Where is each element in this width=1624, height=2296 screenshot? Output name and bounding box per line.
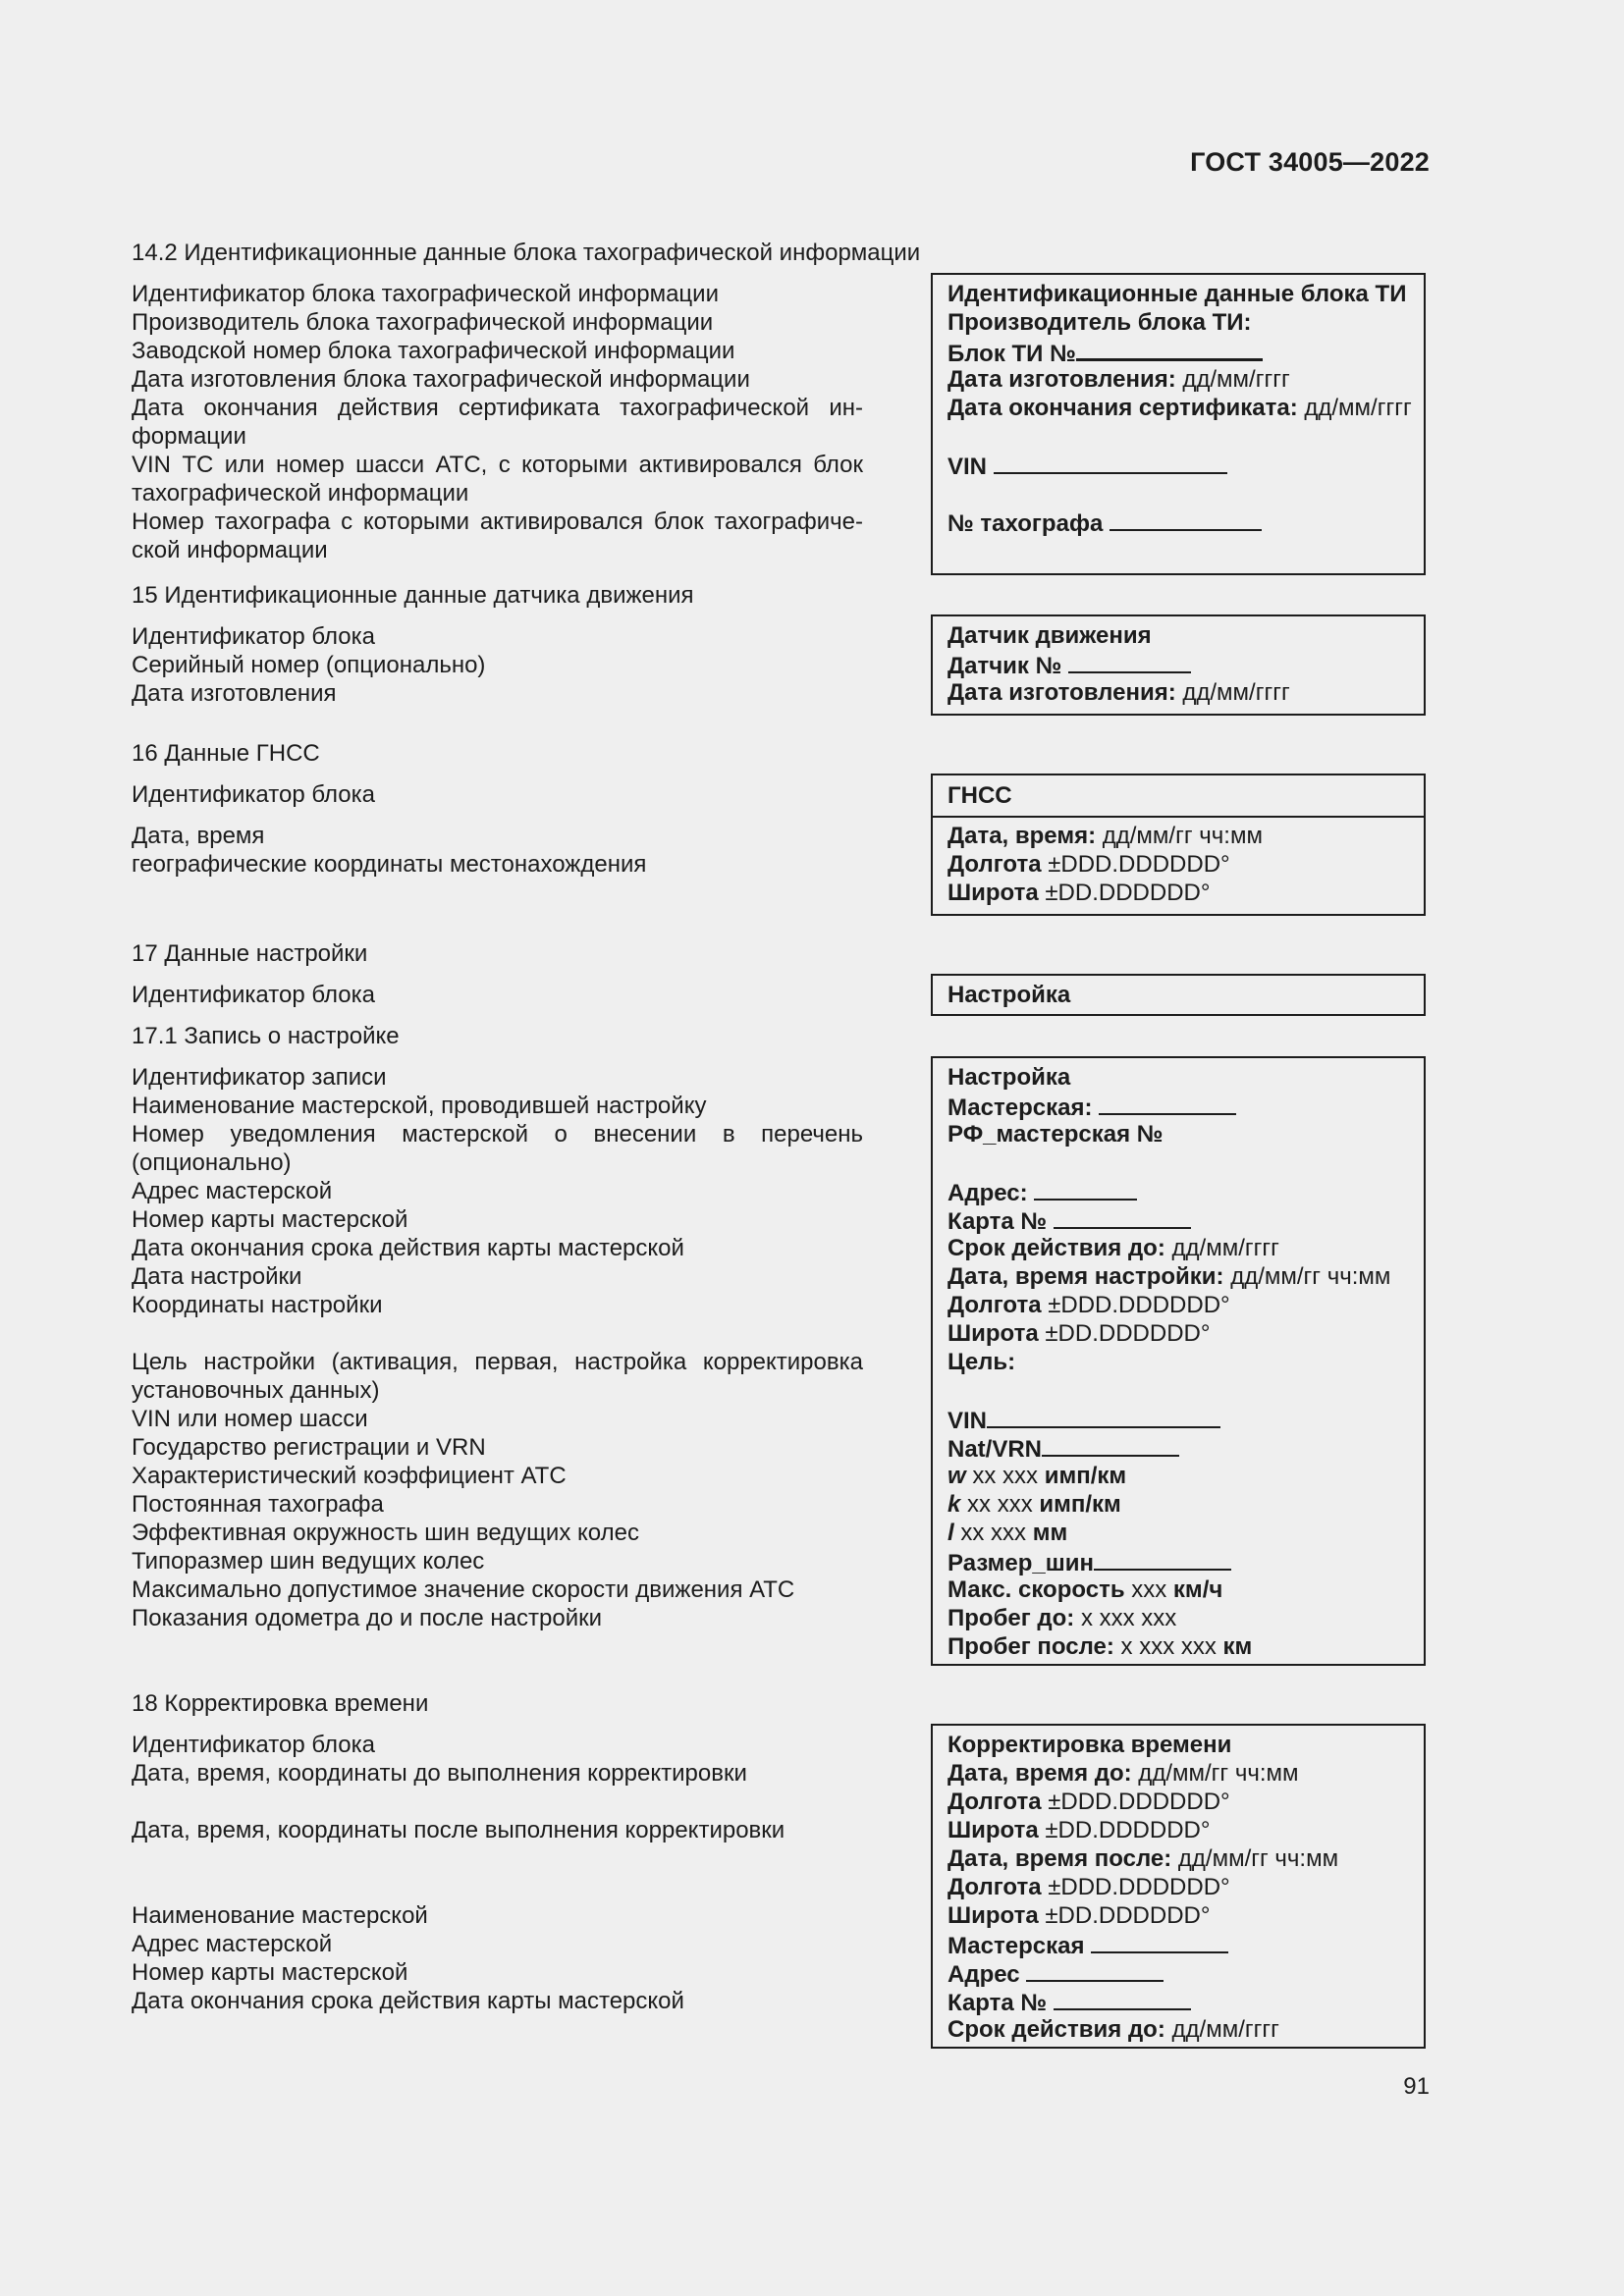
field-label: Серийный номер (опционально)	[132, 652, 486, 678]
field-label: Идентификатор блока	[132, 623, 376, 650]
box-value: xxx	[1124, 1576, 1173, 1603]
section-17-1-fields	[132, 1063, 863, 1632]
field-label: Номер уведомления мастерской о внесении в перечень	[132, 1121, 863, 1148]
printout-box-time-adjustment	[931, 1724, 1426, 2049]
field-label: Характеристический коэффициент АТС	[132, 1463, 567, 1489]
box-label: Срок действия до:	[947, 2016, 1165, 2043]
box-value: ±DDD.DDDDDD°	[1041, 1789, 1230, 1815]
blank-line	[1042, 1433, 1179, 1457]
box-value: дд/мм/гггг	[1175, 366, 1290, 393]
blank-line	[1076, 337, 1263, 361]
box-label: Дата, время до:	[947, 1760, 1132, 1787]
box-label: Дата изготовления:	[947, 679, 1176, 706]
box-label: Дата, время после:	[947, 1845, 1172, 1872]
box-label: Макс. скорость	[947, 1576, 1125, 1603]
field-label: Дата окончания срока действия карты мастерской	[132, 1235, 684, 1261]
box-label: Цель:	[947, 1349, 1016, 1375]
box-label: k	[947, 1491, 961, 1518]
section-14-2-fields	[132, 280, 863, 564]
field-label: Адрес мастерской	[132, 1178, 333, 1204]
section-16-fields	[132, 780, 863, 879]
box-label: Долгота	[947, 1874, 1042, 1900]
field-label: Координаты настройки	[132, 1292, 383, 1318]
box-label: Широта	[947, 1817, 1039, 1843]
field-label: Дата, время, координаты до выполнения корректировки	[132, 1760, 747, 1787]
printout-box-settings-record	[931, 1056, 1426, 1666]
field-label: Максимально допустимое значение скорости движения АТС	[132, 1576, 795, 1603]
field-label: Эффективная окружность шин ведущих колес	[132, 1520, 639, 1546]
section-heading-17: 17 Данные настройки	[132, 940, 368, 967]
blank-line	[994, 451, 1227, 474]
field-label: Показания одометра до и после настройки	[132, 1605, 603, 1631]
box-value: ±DDD.DDDDDD°	[1041, 1292, 1230, 1318]
box-value: дд/мм/гггг	[1164, 1235, 1279, 1261]
box-label: Дата, время настройки:	[947, 1263, 1224, 1290]
field-label: Наименование мастерской, проводившей настройку	[132, 1093, 707, 1119]
blank-line	[1068, 650, 1191, 673]
blank-line	[1099, 1092, 1236, 1115]
field-label: VIN ТС или номер шасси АТС, с которыми активировался блок	[132, 452, 863, 478]
box-value: ±DD.DDDDDD°	[1038, 880, 1211, 906]
blank-line	[1094, 1547, 1231, 1571]
blank-line	[1091, 1930, 1228, 1953]
field-label: Идентификатор блока	[132, 982, 376, 1008]
section-heading-14-2: 14.2 Идентификационные данные блока тахографической информации	[132, 240, 921, 266]
box-value: xx xxx	[965, 1463, 1045, 1489]
box-label: Пробег после:	[947, 1633, 1114, 1660]
box-label: Срок действия до:	[947, 1235, 1165, 1261]
box-value: ±DD.DDDDDD°	[1038, 1817, 1211, 1843]
box-label: Адрес:	[947, 1180, 1028, 1206]
field-label: Дата, время, координаты после выполнения корректировки	[132, 1817, 785, 1843]
field-label: Идентификатор блока	[132, 781, 376, 808]
blank-line	[1110, 507, 1262, 531]
field-label: географические координаты местонахождения	[132, 851, 647, 878]
box-title: Корректировка времени	[947, 1732, 1232, 1758]
box-label: № тахографа	[947, 510, 1104, 537]
box-unit: мм	[1032, 1520, 1068, 1546]
printout-box-motion-sensor	[931, 614, 1426, 716]
blank-line	[1054, 1987, 1191, 2010]
field-label: Дата, время	[132, 823, 265, 849]
box-value: дд/мм/гг чч:мм	[1171, 1845, 1339, 1872]
box-value: ±DD.DDDDDD°	[1038, 1902, 1211, 1929]
box-label: Размер_шин	[947, 1550, 1095, 1576]
box-label: Карта №	[947, 1208, 1048, 1235]
field-label: Номер тахографа с которыми активировался блок тахографиче-	[132, 508, 863, 535]
box-label: Мастерская:	[947, 1095, 1093, 1121]
box-label: Nat/VRN	[947, 1436, 1043, 1463]
field-label: Производитель блока тахографической информации	[132, 309, 714, 336]
box-title: Датчик движения	[947, 622, 1152, 649]
field-label: VIN или номер шасси	[132, 1406, 368, 1432]
box-label: Дата изготовления:	[947, 366, 1176, 393]
box-value: дд/мм/гггг	[1297, 395, 1412, 421]
field-label: (опционально)	[132, 1149, 292, 1176]
field-label: тахографической информации	[132, 480, 469, 507]
box-unit: км	[1222, 1633, 1253, 1660]
field-label: Идентификатор блока	[132, 1732, 376, 1758]
field-label: формации	[132, 423, 246, 450]
box-unit: имп/км	[1039, 1491, 1121, 1518]
blank-line	[1034, 1177, 1137, 1201]
field-label: Дата изготовления блока тахографической информации	[132, 366, 750, 393]
page-number: 91	[1403, 2073, 1430, 2100]
printout-box-ti	[931, 273, 1426, 575]
box-label: VIN	[947, 454, 988, 480]
field-label: Идентификатор блока тахографической информации	[132, 281, 719, 307]
blank-line	[987, 1405, 1220, 1428]
field-label: ской информации	[132, 537, 328, 563]
blank-line	[1054, 1205, 1191, 1229]
box-label: Мастерская	[947, 1933, 1085, 1959]
field-label: Идентификатор записи	[132, 1064, 387, 1091]
box-value: xx xxx	[960, 1491, 1040, 1518]
box-label: Датчик №	[947, 653, 1062, 679]
box-label: Блок ТИ №	[947, 341, 1076, 367]
box-label: Пробег до:	[947, 1605, 1075, 1631]
field-label: Адрес мастерской	[132, 1931, 333, 1957]
box-label: Карта №	[947, 1990, 1048, 2016]
field-label: Заводской номер блока тахографической информации	[132, 338, 735, 364]
box-unit: имп/км	[1044, 1463, 1127, 1489]
box-label: Широта	[947, 1320, 1039, 1347]
section-heading-16: 16 Данные ГНСС	[132, 740, 320, 767]
box-title: Настройка	[947, 982, 1071, 1008]
box-label: Адрес	[947, 1961, 1020, 1988]
field-label: установочных данных)	[132, 1377, 380, 1404]
field-label: Дата окончания срока действия карты мастерской	[132, 1988, 684, 2014]
box-label: Широта	[947, 880, 1039, 906]
field-label: Государство регистрации и VRN	[132, 1434, 486, 1461]
blank-line	[1026, 1958, 1164, 1982]
box-unit: км/ч	[1172, 1576, 1223, 1603]
box-label: w	[947, 1463, 966, 1489]
section-heading-15: 15 Идентификационные данные датчика движения	[132, 582, 694, 609]
field-label: Постоянная тахографа	[132, 1491, 384, 1518]
box-label: Широта	[947, 1902, 1039, 1929]
box-label: Долгота	[947, 1789, 1042, 1815]
field-label: Дата окончания действия сертификата тахографической ин-	[132, 395, 863, 421]
field-label: Дата настройки	[132, 1263, 302, 1290]
box-label: Дата, время:	[947, 823, 1097, 849]
box-value: x xxx xxx	[1113, 1633, 1223, 1660]
box-value: x xxx xxx	[1074, 1605, 1177, 1631]
box-label: l	[947, 1520, 954, 1546]
box-title: Идентификационные данные блока ТИ	[947, 281, 1407, 307]
box-label: РФ_мастерская №	[947, 1121, 1164, 1148]
box-value: дд/мм/гг чч:мм	[1131, 1760, 1299, 1787]
field-label: Типоразмер шин ведущих колес	[132, 1548, 485, 1575]
printout-box-settings-id	[931, 974, 1426, 1016]
box-value: ±DDD.DDDDDD°	[1041, 851, 1230, 878]
box-title: ГНСС	[947, 782, 1012, 809]
box-label: Долгота	[947, 1292, 1042, 1318]
field-label: Наименование мастерской	[132, 1902, 428, 1929]
box-label: VIN	[947, 1408, 988, 1434]
section-15-fields	[132, 622, 863, 708]
box-value: дд/мм/гг чч:мм	[1223, 1263, 1391, 1290]
printout-box-gnss	[931, 774, 1426, 916]
box-value: дд/мм/гггг	[1175, 679, 1290, 706]
box-value: дд/мм/гг чч:мм	[1096, 823, 1263, 849]
box-value: ±DD.DDDDDD°	[1038, 1320, 1211, 1347]
box-title: Настройка	[947, 1064, 1071, 1091]
field-label: Цель настройки (активация, первая, настройка корректировка	[132, 1349, 863, 1375]
box-value: ±DDD.DDDDDD°	[1041, 1874, 1230, 1900]
section-heading-17-1: 17.1 Запись о настройке	[132, 1023, 400, 1049]
box-value: xx xxx	[953, 1520, 1033, 1546]
document-code: ГОСТ 34005—2022	[1190, 147, 1430, 177]
section-18-fields	[132, 1731, 863, 2015]
field-label: Дата изготовления	[132, 680, 337, 707]
field-label: Номер карты мастерской	[132, 1206, 408, 1233]
box-label: Производитель блока ТИ:	[947, 309, 1252, 336]
box-label: Долгота	[947, 851, 1042, 878]
box-value: дд/мм/гггг	[1164, 2016, 1279, 2043]
section-heading-18: 18 Корректировка времени	[132, 1690, 429, 1717]
field-label: Номер карты мастерской	[132, 1959, 408, 1986]
box-label: Дата окончания сертификата:	[947, 395, 1298, 421]
